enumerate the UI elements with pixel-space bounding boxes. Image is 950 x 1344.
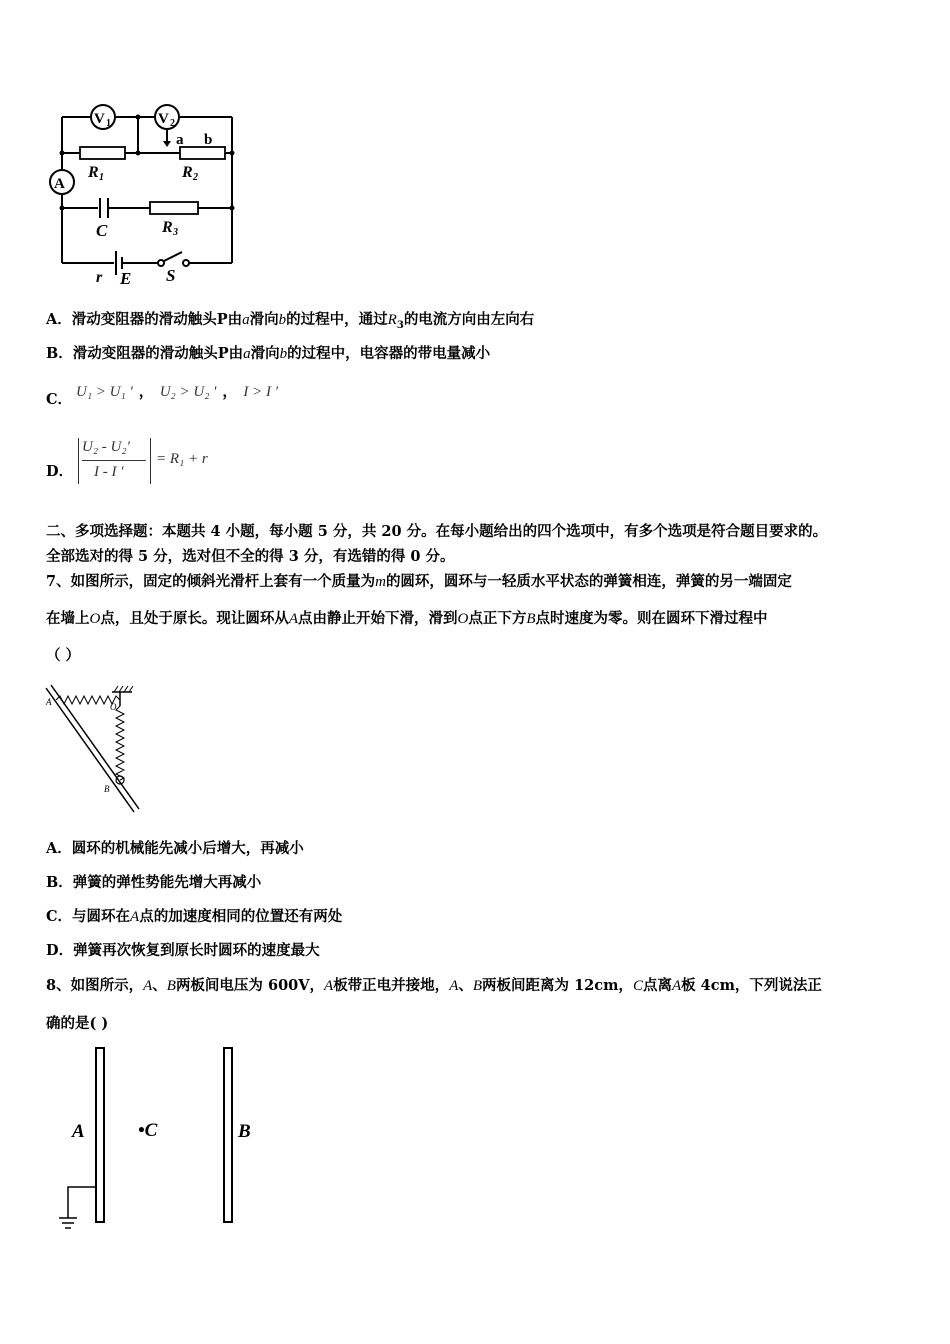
- q6-option-a: A．滑动变阻器的滑动触头P由a滑向b的过程中，通过$R_3$的电流方向由左向右: [46, 311, 535, 331]
- switch-label: S: [166, 266, 176, 285]
- fraction-bar: [82, 460, 146, 461]
- q7-option-a: A．圆环的机械能先减小后增大，再减小: [46, 840, 304, 857]
- v1-sub: 1: [106, 118, 111, 129]
- q7-option-b: B．弹簧的弹性势能先增大再减小: [46, 874, 262, 891]
- q6-option-c: C．: [46, 391, 73, 408]
- r3-sub: 3: [173, 227, 178, 238]
- q6-option-d-formula: [76, 436, 226, 486]
- q7-fig-label-a: A: [46, 697, 52, 707]
- r2-label: R: [182, 164, 193, 181]
- q7-answer-brackets: （ ）: [46, 647, 81, 664]
- q6-option-c-formula: U₁ > U₁ ' ， U₂ > U₂ ' ， I > I ′: [76, 384, 279, 400]
- section2-line1: 二、多项选择题：本题共 4 小题，每小题 5 分，共 20 分。在每小题给出的四个选项中，有多个选项是符合题目要求的。: [46, 523, 828, 540]
- q7-line1: 7、如图所示，固定的倾斜光滑杆上套有一个质量为m的圆环，圆环与一轻质水平状态的弹簧相连，弹簧的另一端固定: [46, 573, 792, 590]
- abs-bar-left: [78, 438, 79, 484]
- q8-line1: 8、如图所示，A、B两板间电压为 600V，A板带正电并接地，A、B两板间距离为 12cm，C点离A板 4cm，下列说法正: [46, 977, 822, 994]
- r2-sub: 2: [193, 172, 198, 183]
- q7-fig-label-o: O: [110, 702, 117, 712]
- q7-figure: [40, 680, 150, 820]
- q7-line2: 在墙上O点，且处于原长。现让圆环从A点由静止开始下滑，滑到O点正下方B点时速度为零。则在圆环下滑过程中: [46, 610, 768, 627]
- r1-label: R: [88, 164, 99, 181]
- q7-option-c: C．与圆环在A点的加速度相同的位置还有两处: [46, 908, 343, 925]
- circuit-figure: [40, 95, 250, 290]
- q7-fig-label-b: B: [104, 784, 110, 794]
- slider-b-label: b: [204, 132, 213, 148]
- q8-figure: [50, 1040, 270, 1245]
- ammeter-label: A: [54, 176, 65, 192]
- q6-option-b: B．滑动变阻器的滑动触头P由a滑向b的过程中，电容器的带电量减小: [46, 345, 491, 362]
- fraction-numerator: U₂ - U₂': [82, 439, 130, 455]
- slider-a-label: a: [176, 132, 184, 148]
- r1-sub: 1: [99, 172, 104, 183]
- parallel-plates-diagram: [50, 1040, 270, 1245]
- q6-option-d: D．: [46, 463, 74, 480]
- point-c-label: •C: [138, 1120, 158, 1141]
- q7-option-d: D．弹簧再次恢复到原长时圆环的速度最大: [46, 942, 320, 959]
- q8-line2: 确的是( ): [46, 1015, 109, 1032]
- emf-label: E: [120, 269, 132, 288]
- formula-rhs: = R₁ + r: [156, 451, 208, 467]
- v1-label: V: [94, 111, 105, 127]
- r3-label: R: [162, 219, 173, 236]
- v2-label: V: [158, 111, 169, 127]
- fraction-denominator: I - I ′: [94, 464, 124, 480]
- abs-bar-right: [150, 438, 151, 484]
- internal-r-label: r: [96, 269, 103, 286]
- section2-line2: 全部选对的得 5 分，选对但不全的得 3 分，有选错的得 0 分。: [46, 548, 455, 565]
- plate-a-label: A: [72, 1121, 85, 1142]
- plate-b-label: B: [238, 1121, 251, 1142]
- circuit-diagram: [40, 95, 250, 290]
- v2-sub: 2: [170, 118, 175, 129]
- inclined-rod-diagram: [40, 680, 150, 820]
- capacitor-label: C: [96, 221, 108, 240]
